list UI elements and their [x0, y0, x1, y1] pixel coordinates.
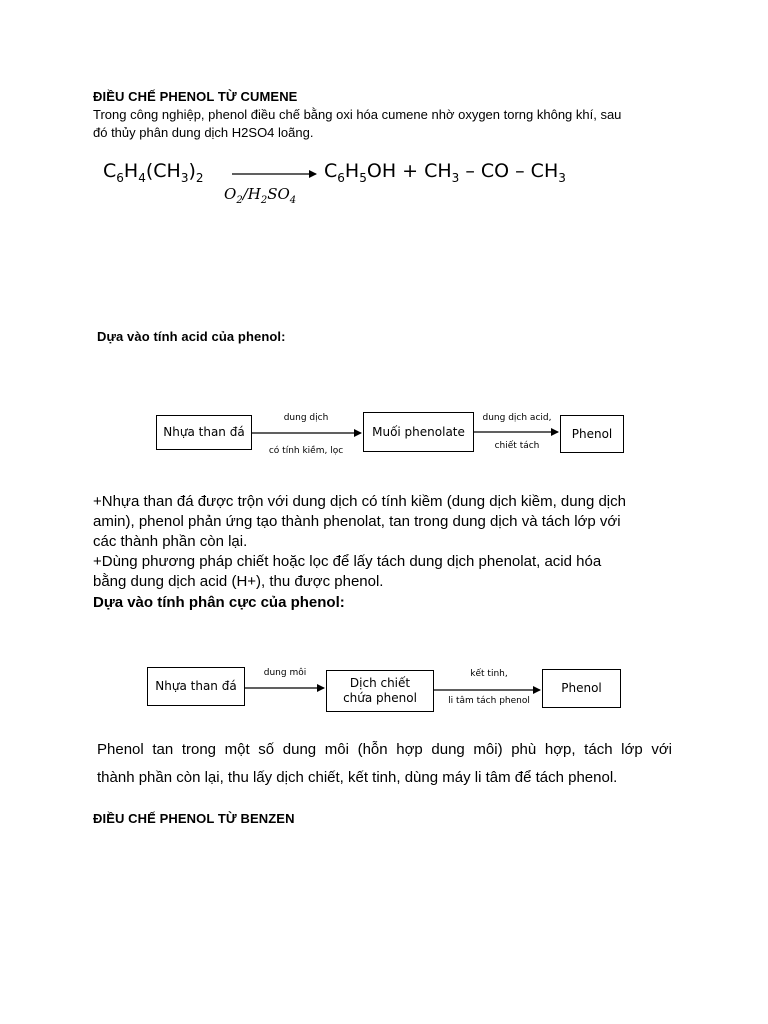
flow1-box-coal-tar: Nhựa than đá [156, 415, 252, 450]
section-heading-acid: Dựa vào tính acid của phenol: [97, 329, 286, 344]
flow1-box-phenol: Phenol [560, 415, 624, 453]
flow1-arrow1-top-label: dung dịch [283, 413, 329, 423]
acid-explanation-line4: +Dùng phương pháp chiết hoặc lọc để lấy tách dung dịch phenolat, acid hóa [93, 553, 602, 570]
flow1-arrow1-bottom-label: có tính kiềm, lọc [268, 446, 344, 456]
flow2-arrow2-top-label: kết tinh, [470, 669, 508, 679]
equation-condition: $O_2/H_2SO_4$ [224, 185, 297, 206]
polarity-explanation-line2: thành phần còn lại, thu lấy dịch chiết, kết tinh, dùng máy li tâm để tách phenol. [97, 769, 618, 786]
flow2-box-extract-line2: chứa phenol [343, 691, 417, 705]
flow2-arrow2-bottom-label: li tâm tách phenol [448, 696, 530, 706]
flow1-arrow2-bottom-label: chiết tách [494, 441, 540, 451]
flow2-box-extract-line1: Dịch chiết [349, 676, 411, 690]
section-heading-polarity: Dựa vào tính phân cực của phenol: [93, 594, 345, 611]
equation-reactant: $C_6H_4(CH_3)_2$ [103, 160, 204, 185]
flow1-box-phenolate: Muối phenolate [363, 412, 474, 452]
flow1-arrow2-top-label: dung dịch acid, [482, 413, 552, 423]
acid-explanation-line5: bằng dung dịch acid (H+), thu được phenol. [93, 573, 384, 590]
cumene-paragraph-line2: đó thủy phân dung dịch H2SO4 loãng. [93, 125, 314, 140]
flow2-arrow1-top-label: dung môi [263, 668, 307, 678]
polarity-explanation-line1: Phenol tan trong một số dung môi (hỗn hợp dung môi) phù hợp, tách lớp với [97, 741, 672, 758]
flow2-box-phenol: Phenol [542, 669, 621, 708]
section-heading-cumene: ĐIỀU CHẾ PHENOL TỪ CUMENE [93, 89, 298, 104]
acid-explanation-line2: amin), phenol phản ứng tạo thành phenolat, tan trong dung dịch và tách lớp với [93, 513, 621, 530]
equation-products: $C_6H_5OH + CH_3$ – CO – $CH_3$ [324, 160, 566, 185]
polarity-explanation [97, 736, 672, 792]
section-heading-benzene: ĐIỀU CHẾ PHENOL TỪ BENZEN [93, 811, 295, 826]
flow2-box-coal-tar: Nhựa than đá [147, 667, 245, 706]
acid-explanation-line1: +Nhựa than đá được trộn với dung dịch có tính kiềm (dung dịch kiềm, dung dịch [93, 493, 626, 510]
cumene-paragraph-line1: Trong công nghiệp, phenol điều chế bằng oxi hóa cumene nhờ oxygen torng không khí, sau [93, 107, 622, 122]
acid-explanation-line3: các thành phần còn lại. [93, 533, 248, 550]
